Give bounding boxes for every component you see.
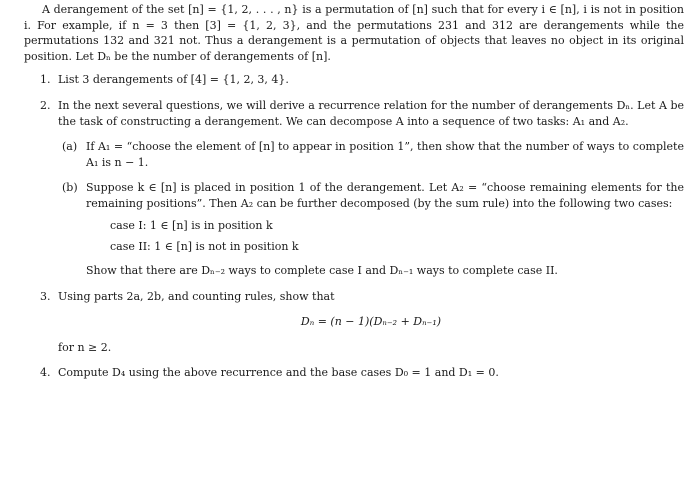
question-3-number: 3. (40, 289, 51, 303)
intro-paragraph: A derangement of the set [n] = {1, 2, . . . , n} is a permutation of [n] such that for every i ∈ [n], i is not in position i. For example, if n = 3 then [3] = {1, 2, 3}, and the permutations 231 and 312 are derangements while the permutations 132 and 321 not. Thus a derangement is a permutation of objects that leaves no object in its original position. Let Dₙ be the number of derangements of [n]. (24, 3, 684, 63)
question-1 (24, 72, 684, 88)
question-4-text: Compute D₄ using the above recurrence and the base cases D₀ = 1 and D₁ = 0. (58, 366, 499, 380)
question-1-number: 1. (40, 73, 51, 87)
question-2a-label: (a) (62, 140, 78, 154)
case-2: case II: 1 ∈ [n] is not in position k (110, 240, 299, 254)
question-2b-label: (b) (62, 181, 78, 195)
recurrence-equation: Dₙ = (n − 1)(Dₙ₋₂ + Dₙ₋₁) (300, 315, 442, 329)
question-3-text: Using parts 2a, 2b, and counting rules, show that (58, 289, 335, 303)
question-3-condition: for n ≥ 2. (58, 340, 112, 354)
question-2b-show: Show that there are Dₙ₋₂ ways to complete case I and Dₙ₋₁ ways to complete case II. (86, 263, 558, 277)
question-1-text: List 3 derangements of [4] = {1, 2, 3, 4}. (58, 73, 289, 87)
question-4 (24, 365, 684, 381)
question-2a-text: If A₁ = “choose the element of [n] to appear in position 1”, then show that the number of ways to complete A₁ is n − 1. (86, 140, 684, 169)
question-2a (58, 139, 684, 170)
question-2-number: 2. (40, 99, 51, 113)
question-2b (58, 180, 684, 254)
question-4-number: 4. (40, 366, 51, 380)
case-1: case I: 1 ∈ [n] is in position k (110, 218, 273, 232)
question-3 (24, 289, 684, 356)
question-2 (24, 98, 684, 278)
question-2b-text: Suppose k ∈ [n] is placed in position 1 of the derangement. Let A₂ = “choose remaining elements for the remaining positions”. Then A₂ can be further decomposed (by the sum rule) into the following two cases: (86, 181, 684, 211)
question-2-text: In the next several questions, we will derive a recurrence relation for the number of derangements Dₙ. Let A be the task of constructing a derangement. We can decompose A into a sequence of two tasks: A₁ and A₂. (58, 99, 684, 128)
